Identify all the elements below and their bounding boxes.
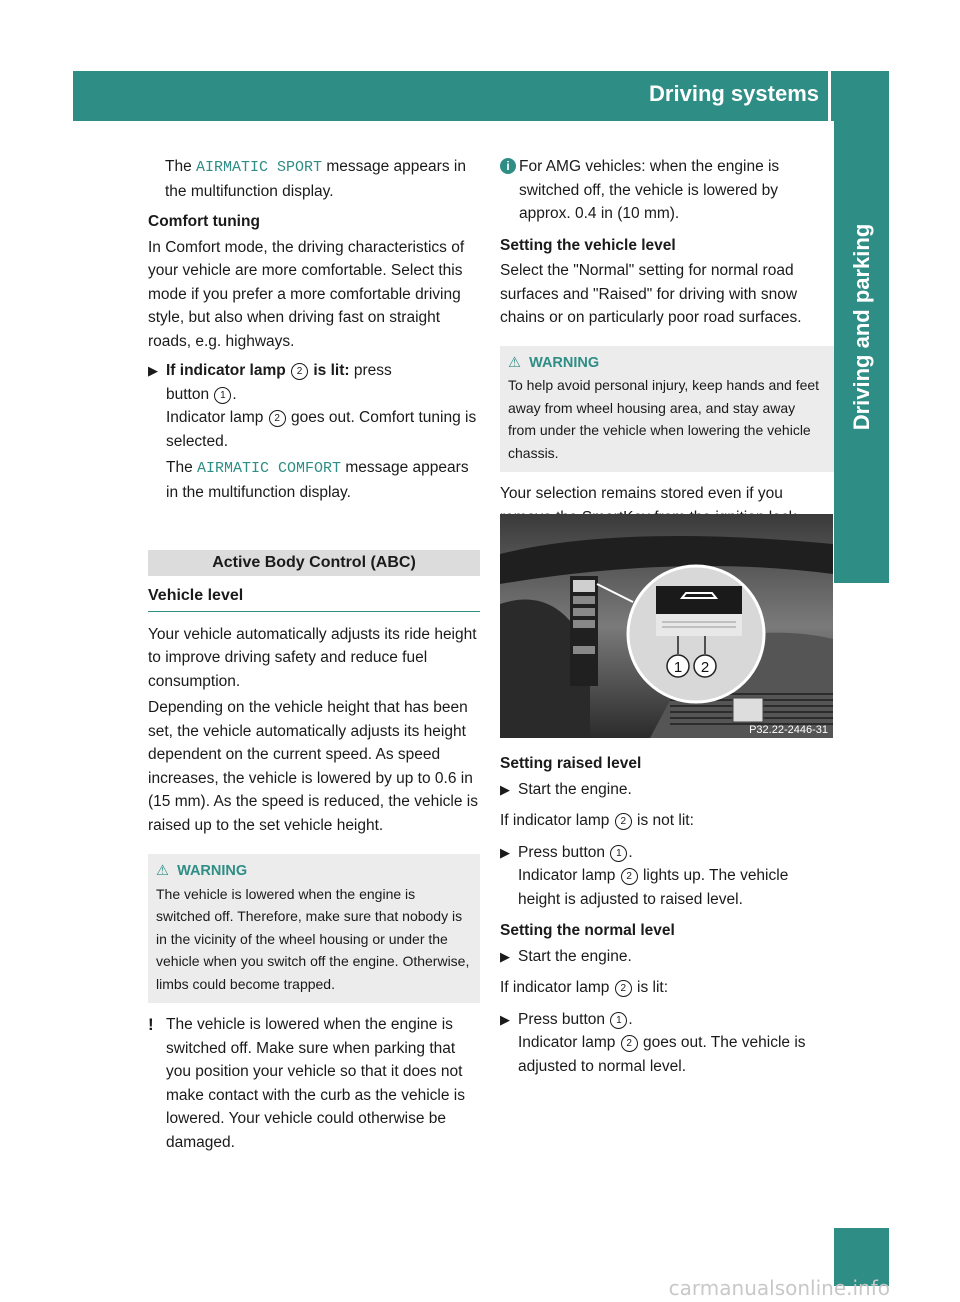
normal-step-start: ▶ Start the engine.	[500, 945, 834, 969]
right-column-lower	[500, 752, 834, 1078]
sport-message: The AIRMATIC SPORT message appears in the multifunction display.	[165, 158, 466, 200]
warning-box-hands	[500, 346, 834, 473]
para-speed: Depending on the vehicle height that has been set, the vehicle automatically adjusts its height dependent on the current speed. As speed increases, the vehicle is lowered by up to 0.6 in (15 mm). As the speed is reduced, the vehicle is raised up to the set vehicle height.	[148, 699, 478, 834]
comfort-step: ▶ If indicator lamp 2 is lit: press button 1 . Indicator lamp 2 goes out. Comfort tuning is selected. The AIRMATIC COMFORT message appears in the multifunction display.	[148, 359, 480, 504]
lit-condition: If indicator lamp 2 is lit:	[500, 979, 669, 996]
setting-level-body: Select the "Normal" setting for normal road surfaces and "Raised" for driving with snow chains or on particularly poor road surfaces.	[500, 262, 802, 326]
left-column	[148, 155, 480, 1154]
raised-level-heading: Setting raised level	[500, 755, 642, 772]
raised-step-start: ▶ Start the engine.	[500, 778, 834, 802]
note-block	[148, 1013, 480, 1154]
side-tab-label: Driving and parking	[848, 223, 874, 431]
step-arrow-icon: ▶	[500, 844, 510, 860]
info-block	[500, 155, 834, 226]
normal-step-press: ▶ Press button 1 . Indicator lamp 2 goes out. The vehicle is adjusted to normal level.	[500, 1008, 834, 1079]
header-title: Driving systems	[649, 81, 819, 106]
page-header	[73, 71, 889, 121]
info-text: For AMG vehicles: when the engine is switched off, the vehicle is lowered by approx. 0.4 in (10 mm).	[519, 158, 780, 222]
raised-step-press: ▶ Press button 1 . Indicator lamp 2 lights up. The vehicle height is adjusted to raised level.	[500, 841, 834, 912]
step-arrow-icon: ▶	[500, 781, 510, 797]
setting-level-heading: Setting the vehicle level	[500, 236, 676, 254]
para-ride-height: Your vehicle automatically adjusts its ride height to improve driving safety and reduce fuel consumption.	[148, 625, 477, 690]
comfort-body: In Comfort mode, the driving characteristics of your vehicle are more comfortable. Select this mode if you prefer a more comfortable driving style, but also when driving fast on straight roads, e.g. highways.	[148, 238, 465, 350]
warning-title: ⚠ WARNING	[156, 863, 248, 879]
not-lit-condition: If indicator lamp 2 is not lit:	[500, 812, 694, 829]
header-divider	[828, 71, 831, 121]
step-arrow-icon: ▶	[500, 1011, 510, 1027]
watermark: carmanualsonline.info	[668, 1276, 890, 1300]
dashboard-illustration	[500, 514, 833, 738]
section-side-tab	[834, 71, 889, 583]
info-icon: i	[500, 158, 516, 174]
section-band-abc: Active Body Control (ABC)	[148, 550, 480, 576]
callout-1: 1	[673, 659, 683, 676]
step-arrow-icon: ▶	[500, 948, 510, 964]
warning-triangle-icon: ⚠	[508, 354, 521, 371]
warning-title: ⚠ WARNING	[508, 354, 600, 371]
exclamation-icon: !	[148, 1015, 154, 1034]
vehicle-level-heading: Vehicle level	[148, 584, 480, 612]
warning-triangle-icon: ⚠	[156, 863, 169, 879]
right-column	[500, 155, 834, 529]
note-text: The vehicle is lowered when the engine is switched off. Make sure when parking that you position your vehicle so that it does not make contact with the curb as the vehicle is lowered. Your vehicle could otherwise be damaged.	[166, 1016, 465, 1151]
warning-body: The vehicle is lowered when the engine is switched off. Therefore, make sure that nobody is in the vicinity of the wheel housing or under the vehicle when you switch off the engine. Otherwise, limbs could become trapped.	[156, 885, 470, 992]
step-arrow-icon: ▶	[148, 363, 158, 378]
comfort-heading: Comfort tuning	[148, 213, 260, 230]
warning-body: To help avoid personal injury, keep hands and feet away from wheel housing area, and stay away from under the vehicle when lowering the vehicle chassis.	[508, 377, 820, 461]
stored-text: Your selection remains stored even if you	[500, 485, 783, 502]
normal-level-heading: Setting the normal level	[500, 922, 675, 939]
dashboard-photo	[500, 514, 833, 738]
warning-box-lowered	[148, 854, 480, 1003]
photo-code: P32.22-2446-31	[749, 724, 828, 736]
callout-2: 2	[700, 659, 710, 676]
